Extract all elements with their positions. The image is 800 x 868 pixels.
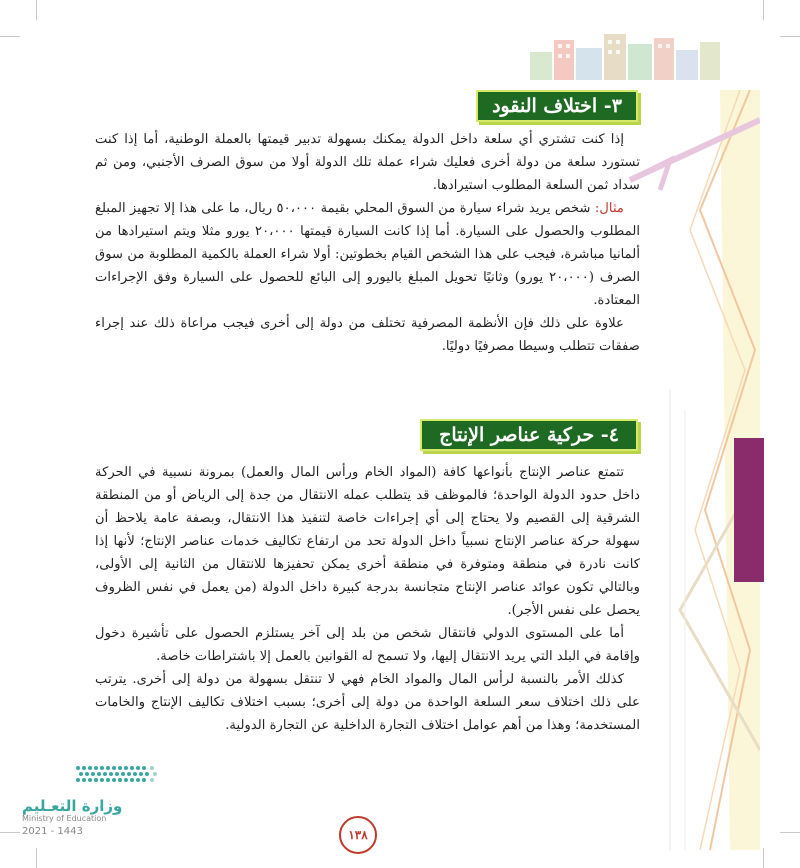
section-3-body: [95, 128, 640, 358]
page-number-text: ١٣٨: [348, 828, 368, 842]
crop-mark: [780, 36, 800, 37]
section-3-paragraph-1: إذا كنت تشتري أي سلعة داخل الدولة يمكنك بسهولة تدبير قيمتها بالعملة الوطنية، أما إذا كنت تستورد سلعة من دولة أخرى فعليك شراء عملة تلك الدولة أولا من سوق الصرف الأجنبي، ومن ثم سداد ثمن السلعة المطلوب استيرادها.: [95, 132, 640, 193]
example-text: شخص يريد شراء سيارة من السوق المحلي بقيمة ٥٠،٠٠٠ ريال، ما على هذا إلا تجهيز المبلغ المطلوب والحصول على السيارة. أما إذا كانت السيارة قيمتها ٢٠،٠٠٠ يورو مثلا ويتم استيرادها من ألمانيا مباشرة، فيجب على هذا الشخص القيام بخطوتين: أولا شراء العملة بالكمية المطلوبة من سوق الصرف (٢٠،٠٠٠ يورو) وثانيًا تحويل المبلغ باليورو إلى البائع للحصول على السيارة وفق الإجراءات المعتادة.: [95, 201, 641, 308]
section-3-paragraph-2: [95, 197, 640, 312]
crop-mark: [0, 832, 20, 833]
section-3-paragraph-3: علاوة على ذلك فإن الأنظمة المصرفية تختلف من دولة إلى أخرى فيجب مراعاة ذلك عند إجراء صفقات تتطلب وسيطا مصرفيًا دوليًا.: [95, 316, 640, 354]
section-3-heading: [476, 90, 638, 122]
crop-mark: [763, 848, 764, 868]
example-label: مثال:: [594, 201, 624, 216]
ministry-year: 2021 - 1443: [22, 826, 83, 837]
crop-mark: [780, 832, 800, 833]
section-4-paragraph-1: تتمتع عناصر الإنتاج بأنواعها كافة (المواد الخام ورأس المال والعمل) بمرونة نسبية في الحركة داخل حدود الدولة الواحدة؛ فالموظف قد يتطلب عمله الانتقال من جدة إلى الرياض أو من المنطقة الشرقية إلى القصيم ولا يحتاج إلى أي إجراءات خاصة لتنفيذ هذا الانتقال، وبصفة عامة يلاحظ أن سهولة حركة عناصر الإنتاج نسبياً داخل الدولة تحد من ارتفاع تكاليف خدمات عناصر الإنتاج؛ لأنها إذا كانت نادرة في منطقة ومتوفرة في منطقة أخرى يمكن تحفيزها للانتقال من الثانية إلى الأولى، وبالتالي تكون عوائد عناصر الإنتاج متجانسة بدرجة كبيرة داخل الدولة (من يعمل في نفس الظروف يحصل على نفس الأجر).: [95, 465, 640, 618]
ministry-name-english: Ministry of Education: [22, 814, 107, 823]
crop-mark: [763, 0, 764, 20]
purple-accent-block: [734, 438, 764, 582]
section-4-paragraph-2: أما على المستوى الدولي فانتقال شخص من بلد إلى آخر يستلزم الحصول على تأشيرة دخول وإقامة في البلد التي يريد الانتقال إليها، ولا تسمح له القوانين بالعمل إلا باشتراطات خاصة.: [95, 626, 640, 664]
section-4-body: [95, 461, 640, 737]
crop-mark: [36, 0, 37, 20]
buildings-illustration: [530, 30, 720, 80]
section-4-heading: [420, 419, 638, 451]
section-3-heading-text: ٣- اختلاف النقود: [492, 95, 622, 117]
ministry-name-arabic: وزارة التعـليم: [22, 797, 123, 815]
page-number: [339, 816, 377, 854]
crop-mark: [0, 36, 20, 37]
ministry-logo-icon: [74, 762, 160, 786]
crop-mark: [36, 848, 37, 868]
section-4-paragraph-3: كذلك الأمر بالنسبة لرأس المال والمواد الخام فهي لا تنتقل بسهولة من دولة إلى أخرى. يترتب على ذلك اختلاف سعر السلعة الواحدة من دولة إلى أخرى؛ بسبب اختلاف تكاليف الإنتاج والخامات المستخدمة؛ وهذا من أهم عوامل اختلاف التجارة الداخلية عن التجارة الدولية.: [95, 672, 640, 733]
section-4-heading-text: ٤- حركية عناصر الإنتاج: [439, 424, 619, 446]
